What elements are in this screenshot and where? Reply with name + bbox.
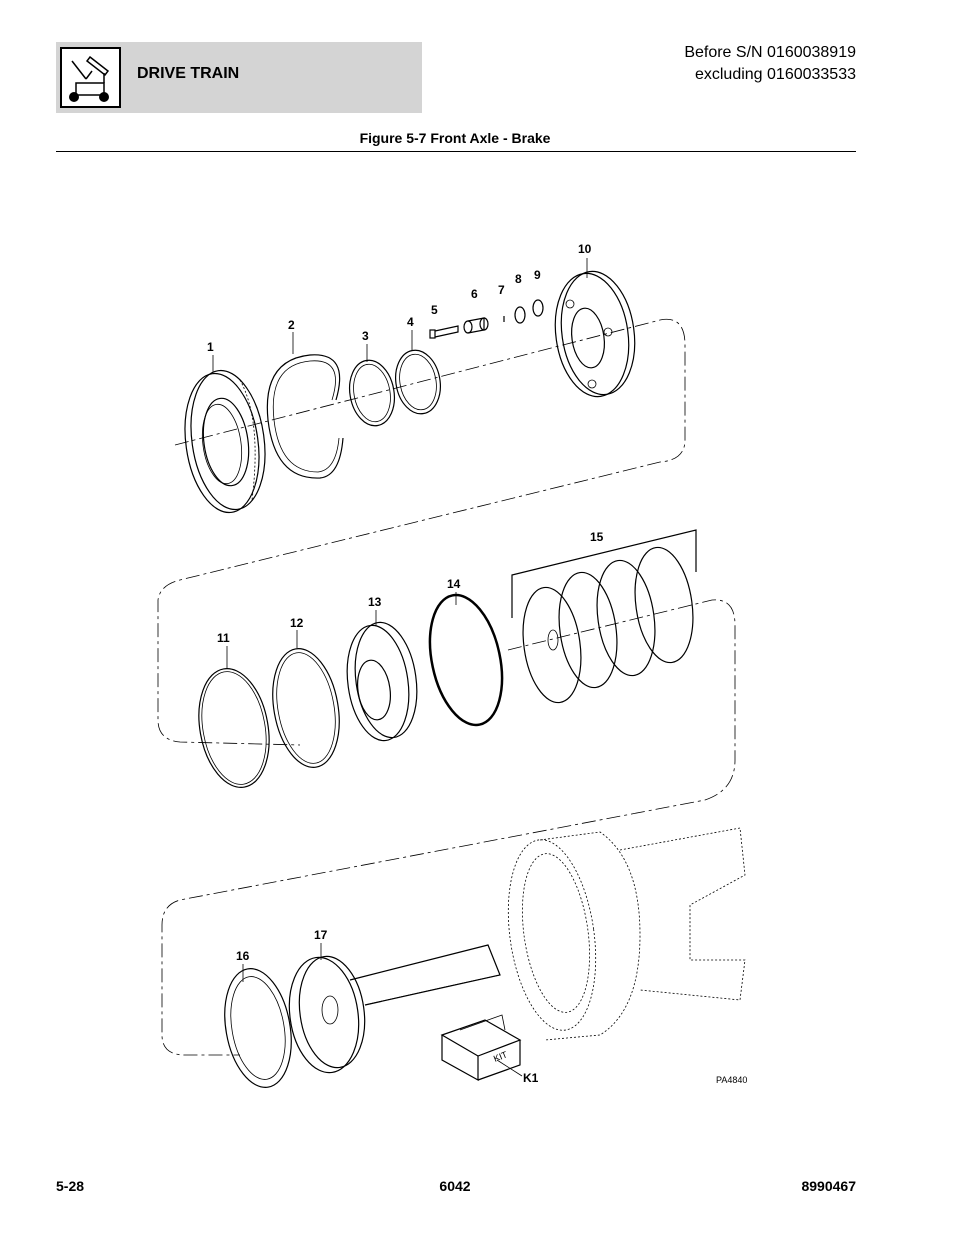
part-15-disc-pack xyxy=(512,530,700,706)
callout-8: 8 xyxy=(515,272,522,286)
part-11-ring xyxy=(190,663,278,793)
callout-3: 3 xyxy=(362,329,369,343)
callout-4: 4 xyxy=(407,315,414,329)
callout-16: 16 xyxy=(236,949,250,963)
part-2-snap-ring xyxy=(267,355,343,478)
page-number: 5-28 xyxy=(56,1178,85,1194)
part-10-housing xyxy=(548,267,643,402)
part-12-ring xyxy=(264,643,348,772)
part-14-seal xyxy=(419,588,513,731)
figure-title: Figure 5-7 Front Axle - Brake xyxy=(359,130,551,146)
callout-k1: K1 xyxy=(523,1071,539,1085)
callout-9: 9 xyxy=(534,268,541,282)
part-9-o-ring xyxy=(533,300,543,316)
part-13-piston xyxy=(340,618,424,744)
callout-5: 5 xyxy=(431,303,438,317)
callout-2: 2 xyxy=(288,318,295,332)
section-title: DRIVE TRAIN xyxy=(137,65,240,82)
part-number: 8990467 xyxy=(801,1178,856,1194)
serial-line-2: excluding 0160033533 xyxy=(694,66,856,83)
callout-7: 7 xyxy=(498,283,505,297)
part-3-ring xyxy=(345,357,400,430)
figure-reference: PA4840 xyxy=(716,1075,748,1085)
callout-13: 13 xyxy=(368,595,382,609)
part-1-disc xyxy=(177,366,274,518)
kit-label: KIT xyxy=(492,1049,509,1064)
callout-1: 1 xyxy=(207,340,214,354)
model-number: 6042 xyxy=(439,1178,471,1194)
part-17-shaft xyxy=(282,945,500,1077)
callout-14: 14 xyxy=(447,577,461,591)
callout-15: 15 xyxy=(590,530,604,544)
callout-6: 6 xyxy=(471,287,478,301)
callout-17: 17 xyxy=(314,928,328,942)
part-8-o-ring xyxy=(515,307,525,323)
part-6-sleeve xyxy=(464,318,488,333)
callout-10: 10 xyxy=(578,242,592,256)
part-5-bolt xyxy=(430,326,458,338)
serial-line-1: Before S/N 0160038919 xyxy=(684,44,856,61)
part-16-ring xyxy=(216,963,300,1092)
callout-12: 12 xyxy=(290,616,304,630)
kit-box xyxy=(442,1015,520,1080)
axle-housing xyxy=(497,828,745,1040)
callout-11: 11 xyxy=(217,631,230,645)
